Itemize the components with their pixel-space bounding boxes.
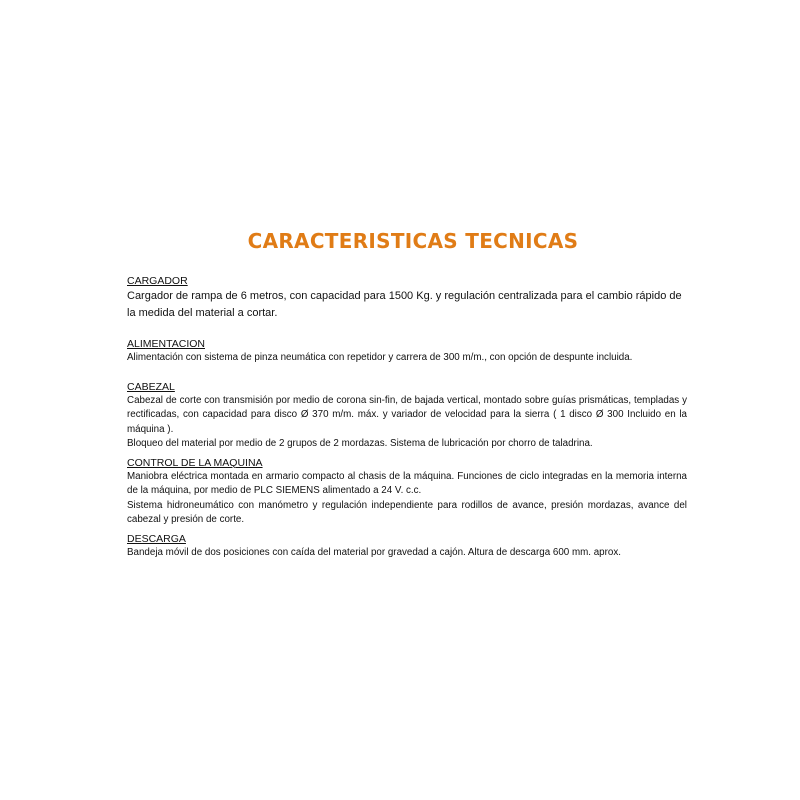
section-heading-alimentacion: ALIMENTACION	[127, 338, 205, 350]
section-text-alimentacion: Alimentación con sistema de pinza neumática con repetidor y carrera de 300 m/m., con opción de despunte incluida.	[127, 352, 633, 363]
section-cargador	[127, 275, 687, 322]
section-text-descarga: Bandeja móvil de dos posiciones con caída del material por gravedad a cajón. Altura de descarga 600 mm. aprox.	[127, 546, 621, 558]
section-heading-descarga: DESCARGA	[127, 532, 186, 545]
section-text-cargador: Cargador de rampa de 6 metros, con capacidad para 1500 Kg. y regulación centralizada para el cambio rápido de la medida del material a cortar.	[127, 290, 682, 319]
section-control	[127, 457, 687, 528]
document-title: CARACTERISTICAS TECNICAS	[247, 229, 579, 253]
document-body	[127, 275, 687, 560]
section-heading-cabezal: CABEZAL	[127, 380, 175, 393]
section-alimentacion	[127, 338, 687, 366]
section-text-cabezal-1: Cabezal de corte con transmisión por medio de corona sin-fin, de bajada vertical, montado sobre guías prismáticas, templadas y rectificadas, con capacidad para disco Ø 370 m/m. máx. y variador de velocidad para la sierra ( 1 disco Ø 300 Incluido en la máquina ).	[127, 394, 687, 435]
section-heading-control: CONTROL DE LA MAQUINA	[127, 456, 263, 469]
section-heading-cargador: CARGADOR	[127, 275, 188, 287]
section-descarga	[127, 533, 687, 561]
section-text-control-2: Sistema hidroneumático con manómetro y regulación independiente para rodillos de avance, presión mordazas, avance del cabezal y presión de corte.	[127, 499, 687, 525]
section-text-cabezal-2: Bloqueo del material por medio de 2 grupos de 2 mordazas. Sistema de lubricación por chorro de taladrina.	[127, 438, 593, 449]
section-text-control-1: Maniobra eléctrica montada en armario compacto al chasis de la máquina. Funciones de ciclo integradas en la memoria interna de la máquina, por medio de PLC SIEMENS alimentado a 24 V. c.c.	[127, 470, 687, 496]
section-cabezal	[127, 381, 687, 452]
